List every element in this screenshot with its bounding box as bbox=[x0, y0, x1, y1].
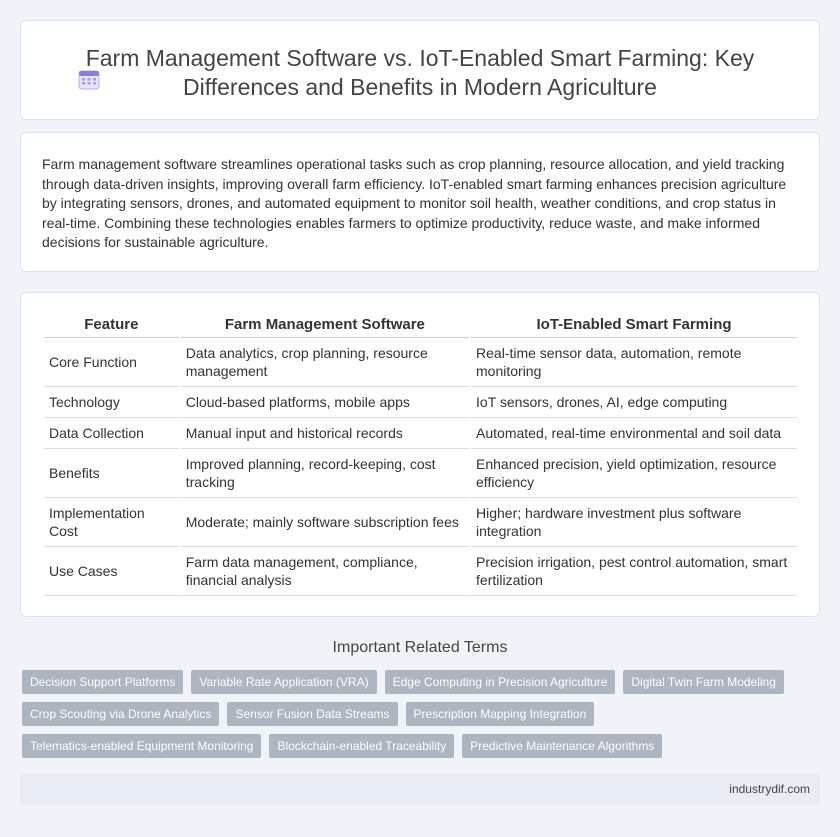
table-cell: Cloud-based platforms, mobile apps bbox=[181, 387, 469, 418]
tag-row bbox=[22, 670, 812, 694]
title-card bbox=[20, 20, 820, 120]
table-cell: IoT sensors, drones, AI, edge computing bbox=[471, 387, 797, 418]
table-cell: Manual input and historical records bbox=[181, 418, 469, 449]
table-cell: Data Collection bbox=[44, 418, 179, 449]
tag-row bbox=[22, 734, 812, 758]
related-term-tag[interactable]: Crop Scouting via Drone Analytics bbox=[22, 702, 219, 726]
related-term-tag[interactable]: Blockchain-enabled Traceability bbox=[269, 734, 454, 758]
related-term-tag[interactable]: Sensor Fusion Data Streams bbox=[227, 702, 397, 726]
related-term-tag[interactable]: Prescription Mapping Integration bbox=[406, 702, 595, 726]
page-title bbox=[21, 44, 819, 102]
table-cell: Automated, real-time environmental and soil data bbox=[471, 418, 797, 449]
table-cell: Real-time sensor data, automation, remote monitoring bbox=[471, 338, 797, 387]
table-row bbox=[44, 449, 797, 498]
related-term-tag[interactable]: Edge Computing in Precision Agriculture bbox=[385, 670, 616, 694]
related-term-tag[interactable]: Telematics-enabled Equipment Monitoring bbox=[22, 734, 261, 758]
table-cell: Benefits bbox=[44, 449, 179, 498]
footer bbox=[20, 773, 820, 806]
table-cell: Improved planning, record-keeping, cost tracking bbox=[181, 449, 469, 498]
related-terms-tags bbox=[22, 670, 812, 766]
table-row bbox=[44, 418, 797, 449]
table-cell: Implementation Cost bbox=[44, 498, 179, 547]
comparison-table bbox=[42, 316, 799, 596]
table-cell: Technology bbox=[44, 387, 179, 418]
footer-site-link[interactable]: industrydif.com bbox=[729, 782, 810, 796]
table-cell: Enhanced precision, yield optimization, resource efficiency bbox=[471, 449, 797, 498]
table-cell: Core Function bbox=[44, 338, 179, 387]
table-cell: Moderate; mainly software subscription fees bbox=[181, 498, 469, 547]
page-title-line2: Differences and Benefits in Modern Agriculture bbox=[183, 74, 657, 100]
table-cell: Higher; hardware investment plus software integration bbox=[471, 498, 797, 547]
page-title-line1: Farm Management Software vs. IoT-Enabled Smart Farming: Key bbox=[85, 45, 755, 71]
related-term-tag[interactable]: Predictive Maintenance Algorithms bbox=[462, 734, 662, 758]
table-row bbox=[44, 498, 797, 547]
header-feature: Feature bbox=[44, 316, 179, 338]
header-iot-smart-farming: IoT-Enabled Smart Farming bbox=[471, 316, 797, 338]
table-cell: Precision irrigation, pest control automation, smart fertilization bbox=[471, 547, 797, 596]
table-row bbox=[44, 547, 797, 596]
related-term-tag[interactable]: Decision Support Platforms bbox=[22, 670, 183, 694]
intro-paragraph: Farm management software streamlines operational tasks such as crop planning, resource allocation, and yield tracking through data-driven insights, improving overall farm efficiency. IoT-enabled smart farming enhances precision agriculture by integrating sensors, drones, and automated equipment to monitor soil health, weather conditions, and crop status in real-time. Combining these technologies enables farmers to optimize productivity, reduce waste, and make informed decisions for sustainable agriculture. bbox=[42, 156, 787, 251]
table-row bbox=[44, 338, 797, 387]
related-term-tag[interactable]: Variable Rate Application (VRA) bbox=[191, 670, 376, 694]
related-term-tag[interactable]: Digital Twin Farm Modeling bbox=[623, 670, 784, 694]
table-cell: Farm data management, compliance, financial analysis bbox=[181, 547, 469, 596]
table-cell: Use Cases bbox=[44, 547, 179, 596]
table-row bbox=[44, 387, 797, 418]
comparison-table-card bbox=[20, 292, 820, 617]
tag-row bbox=[22, 702, 812, 726]
table-cell: Data analytics, crop planning, resource management bbox=[181, 338, 469, 387]
intro-card bbox=[20, 132, 820, 272]
related-terms-heading: Important Related Terms bbox=[332, 639, 508, 656]
table-header-row bbox=[44, 316, 797, 338]
header-farm-management-software: Farm Management Software bbox=[181, 316, 469, 338]
